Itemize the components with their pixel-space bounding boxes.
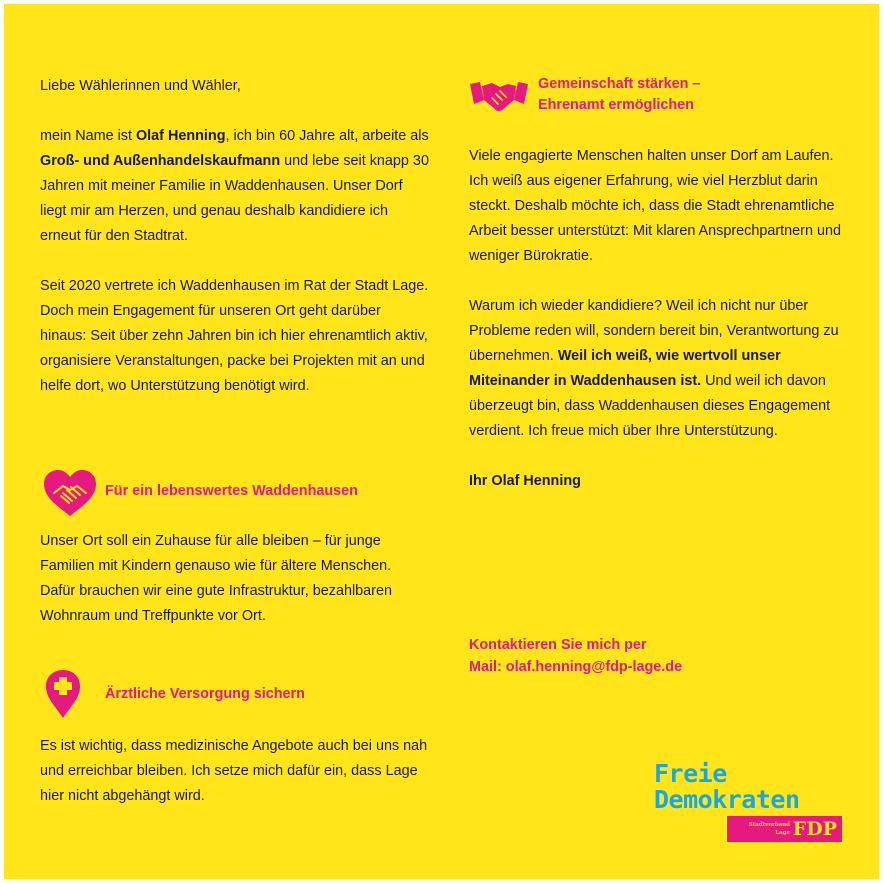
heading-community-line2: Ehrenamt ermöglichen <box>538 97 694 113</box>
salutation: Liebe Wählerinnen und Wähler, <box>40 78 241 94</box>
logo-sub1: Stadtverband <box>748 822 790 828</box>
contact-line1: Kontaktieren Sie mich per <box>469 637 647 653</box>
intro-text-3: und lebe seit knapp 30 Jahren mit meiner Familie in Waddenhausen. Unser Dorf liegt mir am Herzen, und genau deshalb kandidiere ich erneut für den Stadtrat. <box>40 153 429 244</box>
handshake-icon <box>468 78 530 119</box>
medical-pin-icon <box>43 668 83 725</box>
logo-fdp: FDP <box>792 818 837 840</box>
closing-text-1: Warum ich wieder kandidiere? Weil ich nicht nur über Probleme reden will, sondern bereit bin, Verantwortung zu übernehmen. <box>469 298 839 364</box>
signature <box>469 469 849 494</box>
heart-handshake-icon <box>42 468 98 523</box>
heading-community-line1: Gemeinschaft stärken – <box>538 76 701 92</box>
right-column <box>469 144 849 494</box>
community-body: Viele engagierte Menschen halten unser Dorf am Laufen. Ich weiß aus eigener Erfahrung, wie viel Herzblut darin steckt. Deshalb möchte ich, dass die Stadt ehrenamtliche Arbeit besser unterstützt: Mit klaren Ansprechpartnern und weniger Bürokratie. <box>469 148 841 264</box>
livable-body: Unser Ort soll ein Zuhause für alle bleiben – für junge Familien mit Kindern genauso wie für ältere Menschen. Dafür brauchen wir eine gute Infrastruktur, bezahlbaren Wohnraum und Treffpunkte vor Ort. <box>40 533 392 624</box>
logo-stadtverband <box>749 821 790 837</box>
heading-livable: Für ein lebenswertes Waddenhausen <box>105 483 358 499</box>
intro-text-2: , ich bin 60 Jahre alt, arbeite als <box>225 128 429 144</box>
closing-paragraph <box>469 294 849 444</box>
logo-demokraten: Demokraten <box>654 785 800 814</box>
candidate-job: Groß- und Außenhandelskaufmann <box>40 153 281 169</box>
engagement-paragraph: Seit 2020 vertrete ich Waddenhausen im Rat der Stadt Lage. Doch mein Engagement für unseren Ort geht darüber hinaus: Seit über zehn Jahren bin ich hier ehrenamtlich aktiv, organisiere Veranstaltungen, packe bei Projekten mit an und helfe dort, wo Unterstützung benötigt wird. <box>40 278 429 394</box>
left-column <box>40 74 430 399</box>
closing-bold: Weil ich weiß, wie wertvoll unser Miteinander in Waddenhausen ist. <box>469 348 781 389</box>
candidate-name: Olaf Henning <box>135 128 226 144</box>
intro-text-1: mein Name ist <box>40 128 136 144</box>
heading-community <box>538 74 700 116</box>
signature-text: Ihr Olaf Henning <box>469 473 581 489</box>
heading-medical: Ärztliche Versorgung sichern <box>105 686 305 702</box>
contact-block <box>469 634 682 678</box>
logo-fdp-bar <box>727 816 842 842</box>
logo-sub2: Lage <box>775 830 790 836</box>
flyer-page <box>4 4 879 879</box>
logo-freie: Freie <box>654 759 727 788</box>
closing-text-2: Und weil ich davon überzeugt bin, dass Waddenhausen dieses Engagement verdient. Ich freue mich über Ihre Unterstützung. <box>469 373 831 439</box>
contact-line2[interactable]: Mail: olaf.henning@fdp-lage.de <box>469 659 683 675</box>
intro-paragraph <box>40 124 430 249</box>
medical-body: Es ist wichtig, dass medizinische Angebote auch bei uns nah und erreichbar bleiben. Ich setze mich dafür ein, dass Lage hier nicht abgehängt wird. <box>40 738 428 804</box>
